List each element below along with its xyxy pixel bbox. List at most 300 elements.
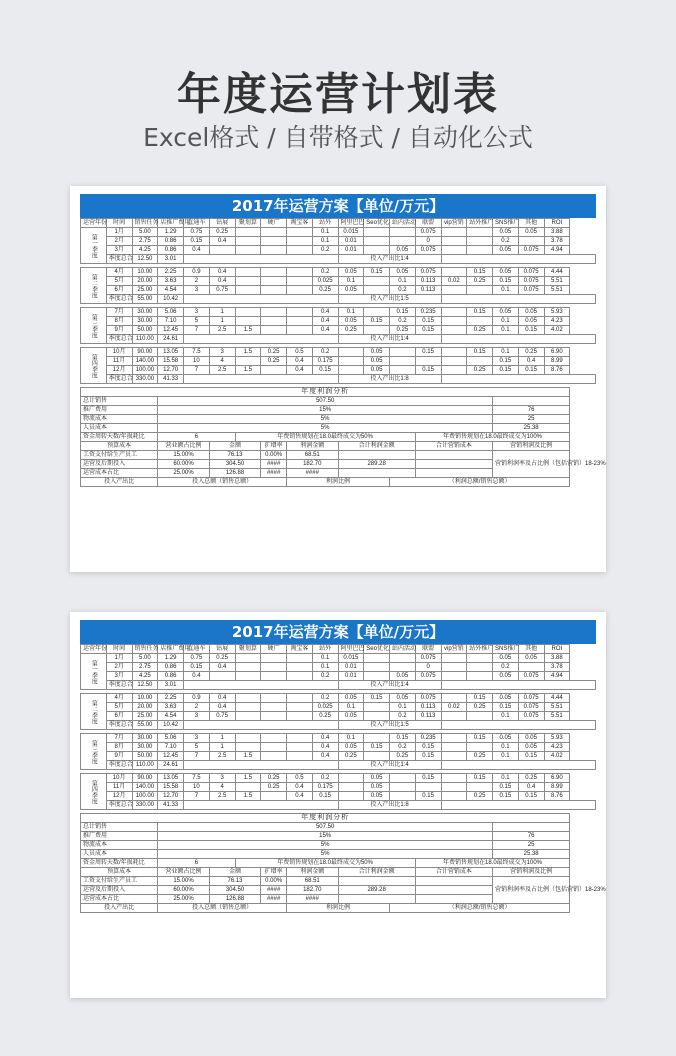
table-cell: 7.5	[184, 774, 210, 783]
table-cell	[441, 672, 467, 681]
table-cell: 0.15	[467, 734, 493, 743]
budget-side-note: 营销利润率及占比例（包括营销）18-23%	[493, 451, 570, 478]
table-cell: 0.075	[518, 277, 544, 286]
table-cell	[287, 743, 313, 752]
table-cell: 0.4	[312, 317, 338, 326]
column-header: 站外	[312, 219, 338, 228]
profit-extra: 76	[493, 832, 570, 841]
table-cell	[467, 712, 493, 721]
table-cell: 5.00	[132, 654, 158, 663]
quarter-total-cost: 10.42	[158, 721, 184, 730]
table-cell	[441, 734, 467, 743]
quarter-total-sales: 330.00	[132, 375, 158, 384]
table-row	[81, 237, 596, 246]
table-cell: 0.075	[518, 286, 544, 295]
table-cell: 30.00	[132, 743, 158, 752]
column-header: 其他	[518, 219, 544, 228]
profit-label: 总计销售	[81, 823, 158, 832]
table-cell: 25.00	[132, 286, 158, 295]
column-header: SNS推广	[493, 645, 519, 654]
profit-value: 15%	[158, 832, 493, 841]
table-cell: 0.4	[209, 663, 235, 672]
table-cell	[261, 734, 287, 743]
table-cell: 3	[184, 286, 210, 295]
table-cell: 3.88	[544, 228, 570, 237]
quarter-total-cost: 24.61	[158, 761, 184, 770]
table-cell: 0.1	[338, 277, 364, 286]
table-cell: 0.4	[518, 783, 544, 792]
profit-note-label: 资金周转天数/年损耗比	[81, 433, 158, 442]
column-header: ROI	[544, 645, 570, 654]
column-header: 硬广	[261, 219, 287, 228]
budget-cell: 76.13	[209, 451, 261, 460]
quarter-label: 第四季度	[81, 348, 107, 384]
quarter-total-label: 季度总合	[106, 295, 132, 304]
budget-header: 利润金额	[287, 442, 339, 451]
table-cell: 13.05	[158, 774, 184, 783]
budget-header: 合计利润金额	[338, 868, 415, 877]
profit-label: 物流成本	[81, 415, 158, 424]
quarter-total-cost: 3.01	[158, 255, 184, 264]
table-cell: 0.4	[312, 326, 338, 335]
table-cell: 0.15	[467, 694, 493, 703]
table-cell: 0.05	[493, 694, 519, 703]
table-cell	[467, 743, 493, 752]
table-cell: 0.2	[312, 694, 338, 703]
table-cell: 0.05	[518, 317, 544, 326]
table-cell: 0.75	[209, 286, 235, 295]
table-cell	[364, 308, 390, 317]
table-cell: 3	[209, 774, 235, 783]
quarter-total-label: 季度总合	[106, 375, 132, 384]
table-cell	[261, 694, 287, 703]
quarter-total-row	[81, 255, 596, 264]
table-cell: 0.25	[467, 326, 493, 335]
table-cell: 3.63	[158, 703, 184, 712]
table-cell: 140.00	[132, 357, 158, 366]
budget-header: 金额	[209, 868, 261, 877]
table-cell	[235, 277, 261, 286]
budget-cell: 25.00%	[158, 469, 210, 478]
table-cell	[364, 326, 390, 335]
budget-header: 利润金额	[287, 868, 339, 877]
table-row	[81, 348, 596, 357]
table-cell	[261, 237, 287, 246]
table-cell: 0.02	[441, 703, 467, 712]
table-cell: 3	[184, 734, 210, 743]
budget-header-row	[81, 442, 596, 451]
table-cell: 30.00	[132, 317, 158, 326]
budget-cell	[338, 895, 415, 904]
column-header: ROI	[544, 219, 570, 228]
profit-value: 5%	[158, 841, 493, 850]
table-cell: 0.4	[209, 703, 235, 712]
budget-header: 扩增率	[261, 868, 287, 877]
table-row	[81, 703, 596, 712]
table-cell	[390, 774, 416, 783]
column-header: 站外	[312, 645, 338, 654]
table-cell: 8.99	[544, 357, 570, 366]
table-cell: 0.15	[493, 783, 519, 792]
table-cell	[261, 792, 287, 801]
quarter-ratio: 投入产出比1:4	[338, 761, 441, 770]
table-cell: 8月	[106, 743, 132, 752]
table-cell	[364, 752, 390, 761]
footer-row	[81, 478, 596, 487]
table-cell: 4.25	[132, 672, 158, 681]
table-cell: 0.86	[158, 663, 184, 672]
table-cell: 0.1	[493, 774, 519, 783]
table-cell: 3.63	[158, 277, 184, 286]
empty-cell	[441, 801, 596, 810]
table-cell	[287, 752, 313, 761]
table-cell: 0.02	[441, 277, 467, 286]
table-cell: 1.5	[235, 792, 261, 801]
table-cell: 0.25	[261, 783, 287, 792]
budget-side-note: 营销利润率及占比例（包括营销）18-23%	[493, 877, 570, 904]
budget-cell: 60.00%	[158, 460, 210, 469]
table-cell: 4月	[106, 694, 132, 703]
column-header: 销售任务	[132, 219, 158, 228]
table-cell: 0.113	[415, 703, 441, 712]
table-cell: 8.76	[544, 366, 570, 375]
table-cell: 1.5	[235, 752, 261, 761]
table-cell: 0.25	[312, 712, 338, 721]
table-row	[81, 326, 596, 335]
table-cell	[235, 734, 261, 743]
table-cell: 0.15	[518, 326, 544, 335]
table-cell	[441, 348, 467, 357]
table-cell	[261, 672, 287, 681]
table-cell	[364, 246, 390, 255]
profit-extra: 25.38	[493, 424, 570, 433]
table-cell: 0.4	[518, 357, 544, 366]
spreadsheet-preview-top	[70, 186, 606, 572]
table-cell	[467, 357, 493, 366]
table-cell	[390, 663, 416, 672]
table-cell: 0.25	[518, 348, 544, 357]
table-cell	[338, 774, 364, 783]
budget-row	[81, 451, 596, 460]
budget-cell	[338, 877, 415, 886]
quarter-total-sales: 110.00	[132, 335, 158, 344]
table-cell: 4.23	[544, 317, 570, 326]
table-cell: 7	[184, 366, 210, 375]
budget-cell	[415, 886, 492, 895]
table-cell	[467, 783, 493, 792]
table-cell: 100.00	[132, 792, 158, 801]
table-cell: 0.05	[364, 774, 390, 783]
quarter-total-sales: 12.50	[132, 255, 158, 264]
table-cell	[261, 703, 287, 712]
table-cell: 0.01	[338, 237, 364, 246]
profit-value: 5%	[158, 850, 493, 859]
table-cell: 30.00	[132, 734, 158, 743]
table-cell: 5.51	[544, 277, 570, 286]
footer-label: 投入产出比	[81, 904, 158, 913]
table-row	[81, 366, 596, 375]
table-cell: 0.15	[415, 774, 441, 783]
table-cell: 0.075	[415, 694, 441, 703]
table-cell: 0.2	[390, 743, 416, 752]
quarter-total-label: 季度总合	[106, 255, 132, 264]
table-cell	[209, 672, 235, 681]
table-row	[81, 663, 596, 672]
column-header: 钻展	[209, 645, 235, 654]
table-cell: 0.25	[312, 286, 338, 295]
table-cell: 1.5	[235, 366, 261, 375]
table-row	[81, 783, 596, 792]
table-cell: 0.05	[518, 734, 544, 743]
profit-extra: 25	[493, 841, 570, 850]
table-cell: 9月	[106, 326, 132, 335]
table-cell: 0.2	[390, 286, 416, 295]
quarter-total-label: 季度总合	[106, 335, 132, 344]
hero-title: 年度运营计划表	[177, 69, 499, 120]
profit-note-a: 年费销售规划在18.0最终成交为50%	[235, 433, 415, 442]
table-cell	[441, 308, 467, 317]
quarter-total-row	[81, 335, 596, 344]
table-cell: 0.15	[467, 348, 493, 357]
table-cell: 0.25	[390, 752, 416, 761]
table-cell	[441, 237, 467, 246]
quarter-total-label: 季度总合	[106, 681, 132, 690]
table-cell	[441, 357, 467, 366]
profit-label: 推广费用	[81, 832, 158, 841]
table-cell	[235, 268, 261, 277]
profit-note-value: 6	[158, 859, 235, 868]
budget-cell: 工资支付给生产员工	[81, 877, 158, 886]
profit-note-b: 年费销售规划在18.0最终成交为100%	[415, 859, 570, 868]
budget-cell: ####	[261, 886, 287, 895]
budget-header: 合计营销成本	[415, 868, 492, 877]
column-header: 时间	[106, 645, 132, 654]
table-cell: 0.075	[518, 268, 544, 277]
table-cell: 0.1	[493, 286, 519, 295]
table-cell: 1.5	[235, 326, 261, 335]
table-cell: 0.1	[338, 703, 364, 712]
table-cell: 4.94	[544, 672, 570, 681]
header-row	[81, 219, 596, 228]
quarter-total-row	[81, 375, 596, 384]
profit-note-b: 年费销售规划在18.0最终成交为100%	[415, 433, 570, 442]
table-cell: 2月	[106, 663, 132, 672]
table-cell: 3月	[106, 246, 132, 255]
empty-cell	[184, 375, 339, 384]
table-cell: 0.4	[287, 357, 313, 366]
table-cell: 5.51	[544, 712, 570, 721]
table-cell: 3	[184, 712, 210, 721]
table-cell: 0.05	[518, 308, 544, 317]
table-cell: 0.1	[390, 703, 416, 712]
table-cell: 0.15	[467, 774, 493, 783]
quarter-label: 第三季度	[81, 308, 107, 344]
table-cell: 0.015	[338, 228, 364, 237]
quarter-total-label: 季度总合	[106, 721, 132, 730]
table-cell: 10月	[106, 348, 132, 357]
table-cell	[441, 712, 467, 721]
table-cell: 0.05	[390, 246, 416, 255]
budget-cell: 运营及后期投入	[81, 886, 158, 895]
table-row	[81, 246, 596, 255]
column-header: 阿里巴巴	[338, 219, 364, 228]
footer-value: 投入总额（销售总额）	[158, 904, 287, 913]
table-row	[81, 317, 596, 326]
table-cell: 0.15	[312, 366, 338, 375]
budget-cell	[415, 460, 492, 469]
empty-cell	[184, 681, 339, 690]
table-cell: 0.1	[338, 308, 364, 317]
table-cell: 3	[209, 348, 235, 357]
budget-cell: ####	[287, 895, 339, 904]
table-cell	[338, 366, 364, 375]
table-cell	[235, 694, 261, 703]
table-cell: 12月	[106, 366, 132, 375]
table-cell: 0.05	[390, 268, 416, 277]
budget-cell: 68.51	[287, 451, 339, 460]
column-header: 直通车	[184, 219, 210, 228]
table-cell: 0.75	[209, 712, 235, 721]
quarter-total-label: 季度总合	[106, 801, 132, 810]
table-cell	[390, 228, 416, 237]
table-cell	[287, 712, 313, 721]
table-cell	[390, 654, 416, 663]
sheet-title: 2017年运营方案【单位/万元】	[80, 194, 596, 218]
table-cell: 7月	[106, 734, 132, 743]
table-cell	[467, 286, 493, 295]
table-cell: 0.235	[415, 308, 441, 317]
table-cell: 0.2	[312, 348, 338, 357]
table-cell: 5月	[106, 277, 132, 286]
table-cell: 4.23	[544, 743, 570, 752]
footer-label: 投入产出比	[81, 478, 158, 487]
table-cell: 4.54	[158, 712, 184, 721]
table-cell: 0.05	[493, 672, 519, 681]
table-cell: 10.00	[132, 694, 158, 703]
table-cell: 0.05	[364, 348, 390, 357]
profit-label: 物流成本	[81, 841, 158, 850]
budget-header: 预算成本	[81, 442, 158, 451]
table-cell: 0.4	[312, 743, 338, 752]
budget-cell: ####	[261, 469, 287, 478]
budget-cell: 25.00%	[158, 895, 210, 904]
budget-cell: 68.51	[287, 877, 339, 886]
table-cell	[364, 663, 390, 672]
profit-title: 年度利润分析	[81, 388, 570, 397]
table-cell: 2.5	[209, 326, 235, 335]
table-cell: 0.25	[467, 752, 493, 761]
table-cell	[441, 654, 467, 663]
column-header: vip营销	[441, 219, 467, 228]
table-cell: 0.15	[415, 326, 441, 335]
profit-row	[81, 841, 596, 850]
table-cell: 0.15	[364, 743, 390, 752]
table-cell	[467, 663, 493, 672]
quarter-ratio: 投入产出比1:4	[338, 335, 441, 344]
table-cell: 0.4	[209, 268, 235, 277]
table-cell: 0.15	[493, 366, 519, 375]
table-cell: 0.05	[364, 783, 390, 792]
table-cell: 0.25	[467, 277, 493, 286]
profit-label: 总计销售	[81, 397, 158, 406]
column-header: 运营年份	[81, 219, 107, 228]
table-cell	[261, 286, 287, 295]
table-cell: 0.15	[493, 277, 519, 286]
table-cell	[261, 712, 287, 721]
table-cell	[235, 703, 261, 712]
table-cell: 0.05	[493, 228, 519, 237]
table-cell	[261, 743, 287, 752]
table-cell: 1	[209, 308, 235, 317]
table-cell: 0.75	[184, 654, 210, 663]
table-cell	[390, 348, 416, 357]
profit-title: 年度利润分析	[81, 814, 570, 823]
budget-cell: 60.00%	[158, 886, 210, 895]
budget-cell: 289.28	[338, 460, 415, 469]
table-cell	[441, 694, 467, 703]
table-cell	[235, 308, 261, 317]
table-cell: 7	[184, 326, 210, 335]
table-cell: 0.75	[184, 228, 210, 237]
table-cell	[338, 783, 364, 792]
table-cell	[441, 286, 467, 295]
table-cell: 90.00	[132, 348, 158, 357]
budget-header: 扩增率	[261, 442, 287, 451]
table-cell: 0.2	[312, 672, 338, 681]
budget-cell: 76.13	[209, 877, 261, 886]
budget-cell	[415, 469, 492, 478]
table-cell: 2.5	[209, 792, 235, 801]
table-cell: 0.15	[312, 792, 338, 801]
table-cell	[287, 654, 313, 663]
column-header: 聚划算	[235, 645, 261, 654]
table-cell: 3.88	[544, 654, 570, 663]
table-cell: 0.86	[158, 246, 184, 255]
table-row	[81, 734, 596, 743]
table-cell: 0.15	[415, 792, 441, 801]
table-cell: 2	[184, 277, 210, 286]
column-header: vip营销	[441, 645, 467, 654]
column-header: 站外推广	[467, 645, 493, 654]
table-cell: 0.075	[518, 703, 544, 712]
table-cell	[441, 743, 467, 752]
budget-cell: 182.70	[287, 886, 339, 895]
column-header: 钻展	[209, 219, 235, 228]
quarter-label: 第三季度	[81, 734, 107, 770]
table-cell: 0.05	[338, 268, 364, 277]
quarter-label: 第二季度	[81, 694, 107, 730]
table-cell	[287, 286, 313, 295]
table-cell: 0.4	[312, 308, 338, 317]
table-cell	[441, 792, 467, 801]
table-cell: 0.1	[312, 228, 338, 237]
table-cell: 2.75	[132, 237, 158, 246]
budget-cell	[415, 877, 492, 886]
table-cell	[338, 792, 364, 801]
profit-note-a: 年费销售规划在18.0最终成交为50%	[235, 859, 415, 868]
quarter-ratio: 投入产出比1:8	[338, 801, 441, 810]
plan-table	[80, 644, 606, 913]
table-cell	[441, 246, 467, 255]
table-cell: 3	[184, 308, 210, 317]
profit-title-row	[81, 388, 596, 397]
table-cell: 0.15	[364, 694, 390, 703]
column-header: SNS推广	[493, 219, 519, 228]
empty-cell	[184, 801, 339, 810]
table-row	[81, 228, 596, 237]
column-header: 硬广	[261, 645, 287, 654]
empty-cell	[184, 335, 339, 344]
